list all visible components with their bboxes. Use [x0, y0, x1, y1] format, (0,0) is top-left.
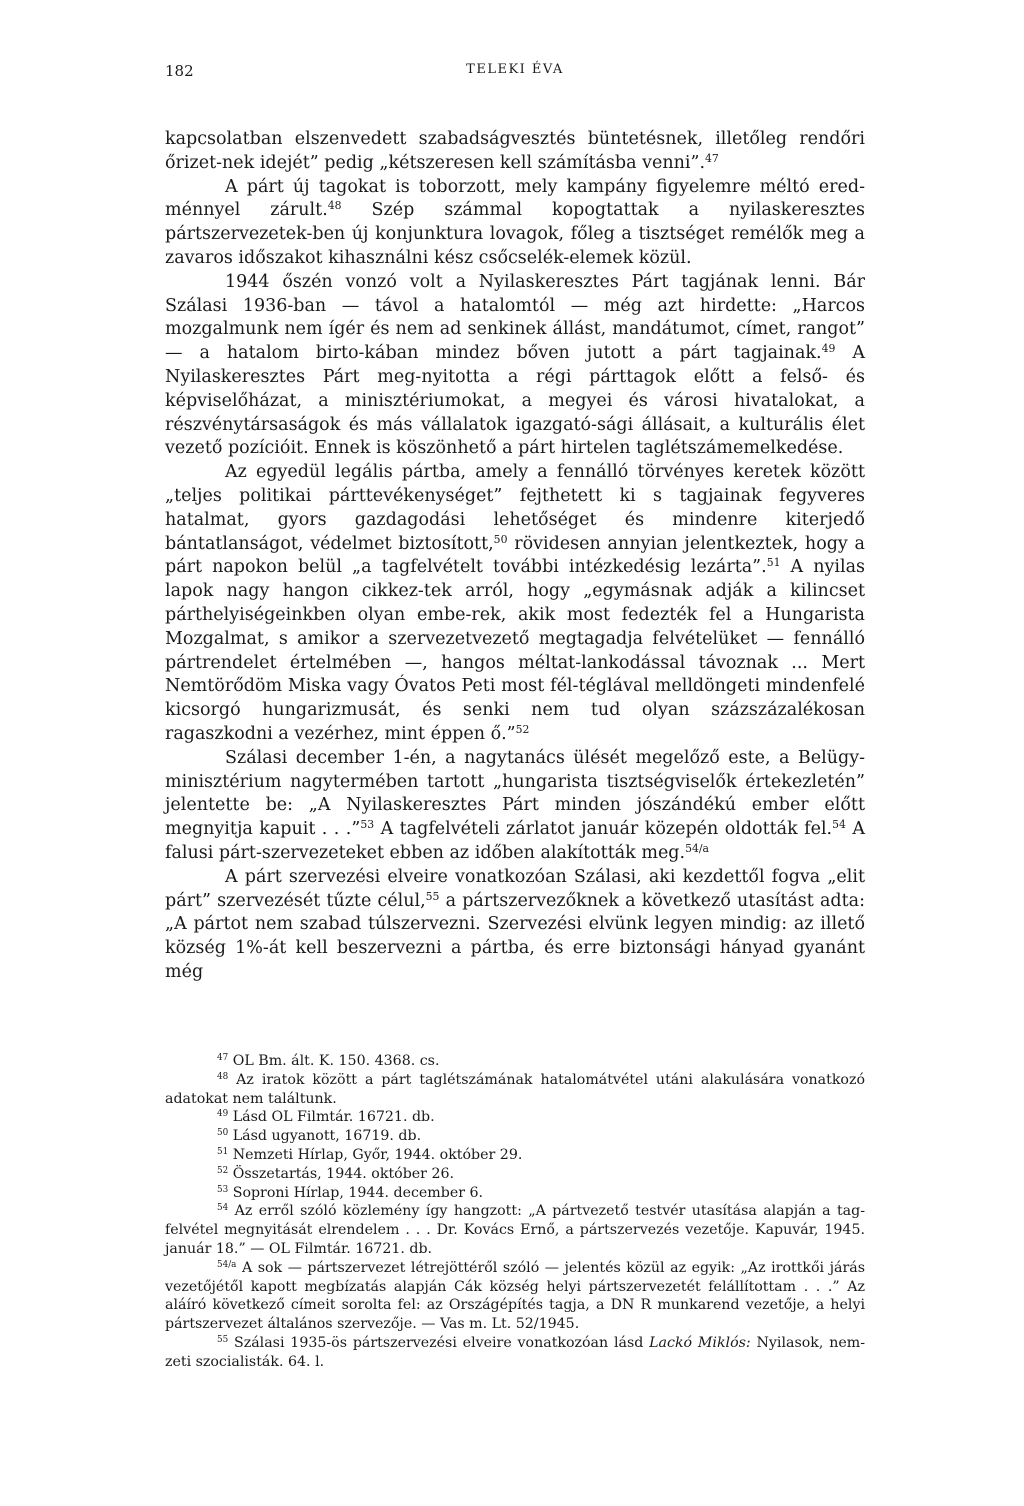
paragraph-6: A párt szervezési elveire vonatkozóan Szálasi, aki kezdettől fogva „elit párt” szervezését tűzte célul,$^{55}$ a pártszervezőknek a következő utasítást adta: „A pártot nem szabad túlszervezni. Szervezési elvünk legyen mindig: az illető község 1%-át kell beszervezni a pártba, és erre biztonsági hányad gyanánt még [165, 866, 865, 982]
footnote-47: $^{47}$ OL Bm. ált. K. 150. 4368. cs. [217, 1053, 440, 1069]
footnote-ref-51: 51 [766, 556, 781, 570]
footnote-ref-49: 49 [821, 342, 836, 356]
footnote-51: $^{51}$ Nemzeti Hírlap, Győr, 1944. október 29. [217, 1146, 523, 1163]
footnote-54: $^{54}$ Az erről szóló közlemény így hangzott: „A pártvezető testvér utasítása alapján a tag-felvétel megnyitását elrendelem . . . Dr. Kovács Ernő, a pártszervezés vezetője. Kapuvár, 1945. január 18.” — OL Filmtár. 16721. db. [165, 1203, 865, 1257]
footnote-ref-54a: 54/a [685, 841, 709, 855]
footnote-ref-55: 55 [425, 889, 440, 903]
footnote-55: $^{55}$ Szálasi 1935-ös pártszervezési elveire vonatkozóan lásd Lackó Miklós: Nyilasok, nem-zeti szocialisták. 64. l. [165, 1334, 865, 1370]
paragraph-3: 1944 őszén vonzó volt a Nyilaskeresztes Párt tagjának lenni. Bár Szálasi 1936-ban — távol a hatalomtól — még azt hirdette: „Harcos mozgalmunk nem ígér és nem ad senkinek állást, mandátumot, címet, rangot” — a hatalom birto-kában mindez bőven jutott a párt tagjainak.$^{49}$ A Nyilaskeresztes Párt meg-nyitotta a régi párttagok előtt a felső- és képviselőházat, a minisztériumokat, a megyei és városi hivatalokat, a részvénytársaságok és más vállalatok igazgató-sági állásait, a kulturális élet vezető pozícióit. Ennek is köszönhető a párt hirtelen taglétszámemelkedése. [165, 271, 865, 459]
running-title: TELEKI ÉVA [466, 62, 564, 77]
paragraph-1: kapcsolatban elszenvedett szabadságvesztés büntetésnek, illetőleg rendőri őrizet-nek idejét” pedig „kétszeresen kell számításba venni”.$^{47}$ [165, 129, 865, 173]
footnote-50: $^{50}$ Lásd ugyanott, 16719. db. [217, 1128, 422, 1145]
paragraph-5: Szálasi december 1-én, a nagytanács ülését megelőző este, a Belügy-minisztérium nagytermében tartott „hungarista tisztségviselők értekezletén” jelentette be: „A Nyilaskeresztes Párt minden jószándékú ember előtt megnyitja kapuit . . .”$^{53}$ A tagfelvételi zárlatot január közepén oldották fel.$^{54}$ A falusi párt-szervezeteket ebben az időben alakították meg.$^{54/a}$ [165, 747, 866, 863]
footnote-ref-53: 53 [360, 818, 375, 832]
footnote-49: $^{49}$ Lásd OL Filmtár. 16721. db. [217, 1109, 435, 1126]
footnotes [165, 1052, 865, 1372]
footnote-48: $^{48}$ Az iratok között a párt taglétszámának hatalomátvétel utáni alakulására vonatkozó adatokat nem találtunk. [165, 1071, 865, 1107]
page-header [165, 62, 865, 84]
cited-author: Lackó Miklós: [649, 1334, 751, 1351]
paragraph-4: Az egyedül legális pártba, amely a fennálló törvényes keretek között „teljes politikai párttevékenységet” fejthetett ki s tagjainak fegyveres hatalmat, gyors gazdagodási lehetőséget és mindenre kiterjedő bántatlanságot, védelmet biztosított,$^{50}$ rövidesen annyian jelentkeztek, hogy a párt napokon belül „a tagfelvételt további intézkedésig lezárta”.$^{51}$ A nyilas lapok nagy hangon cikkez-tek arról, hogy „egymásnak adják a kilincset párthelyiségeinkben olyan embe-rek, akik most fedezték fel a Hungarista Mozgalmat, s amikor a szervezetvezető megtagadja felvételüket — fennálló pártrendelet értelmében —, hangos méltat-lankodással távoznak ... Mert Nemtörődöm Miska vagy Óvatos Peti most fél-téglával melldöngeti mindenfelé kicsorgó hungarizmusát, és senki nem tud olyan százszázalékosan ragaszkodni a vezérhez, mint éppen ő.”$^{52}$ [165, 462, 866, 744]
footnote-52: $^{52}$ Összetartás, 1944. október 26. [217, 1165, 455, 1182]
footnote-ref-54: 54 [832, 818, 846, 832]
footnote-ref-50: 50 [493, 532, 508, 546]
footnote-ref-47: 47 [705, 151, 719, 165]
footnote-54a: $^{54/a}$ A sok — pártszervezet létrejöttéről szóló — jelentés közül az egyik: „Az irottkői járás vezetőjétől kapott megbízatás alapján Cák község helyi pártszervezetét felállítottam . . .” Az aláíró következő címeit sorolta fel: az Országépítés tagja, a DN R munkarend vezetője, a helyi pártszervezet általános szervezője. — Vas m. Lt. 52/1945. [165, 1259, 865, 1333]
footnote-ref-52: 52 [515, 722, 530, 736]
footnote-53: $^{53}$ Soproni Hírlap, 1944. december 6. [217, 1184, 484, 1201]
paragraph-2: A párt új tagokat is toborzott, mely kampány figyelemre méltó ered-ménnyel zárult.$^{48}$ Szép számmal kopogtattak a nyilaskeresztes pártszervezetek-ben új konjunktura lovagok, főleg a tisztséget remélők meg a zavaros időszakot kihasználni kész csőcselék-elemek közül. [165, 176, 865, 268]
body-text [165, 128, 865, 985]
footnote-ref-48: 48 [327, 199, 342, 213]
page-number: 182 [165, 62, 194, 80]
